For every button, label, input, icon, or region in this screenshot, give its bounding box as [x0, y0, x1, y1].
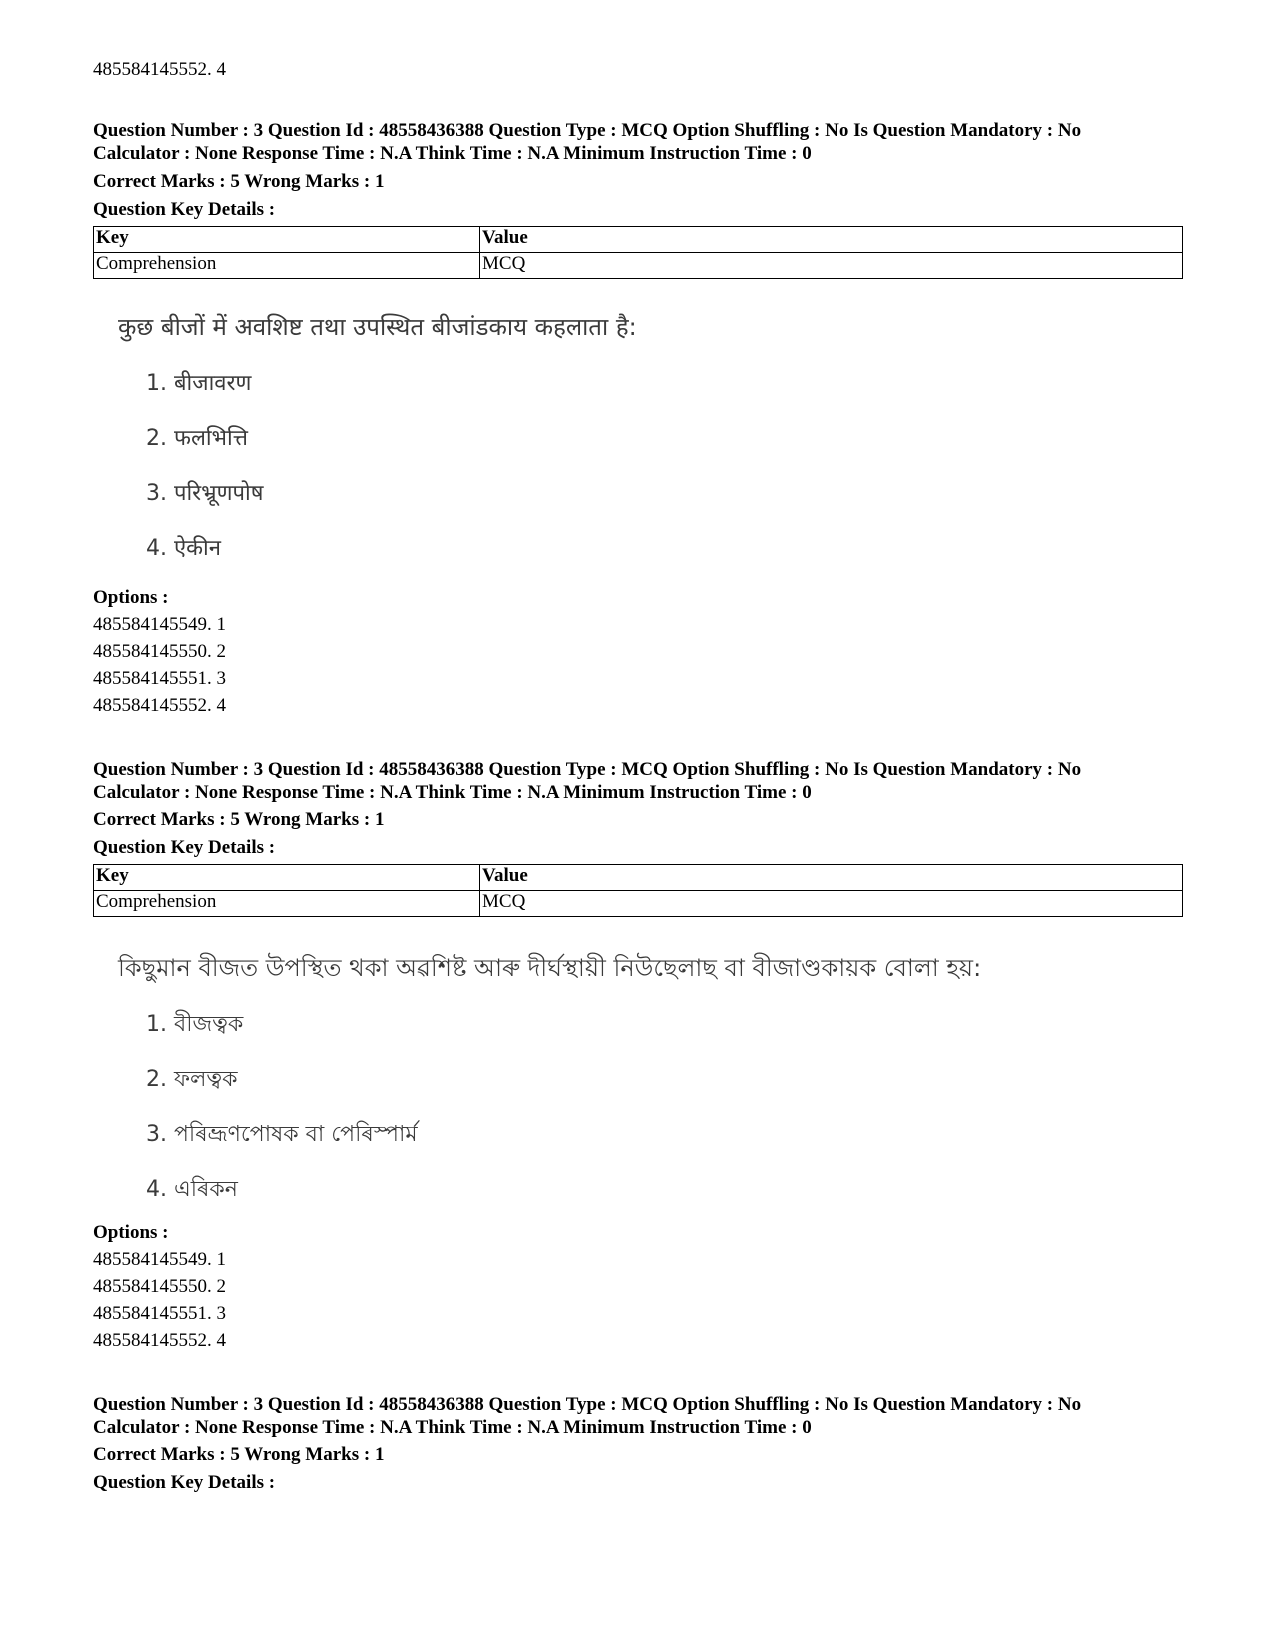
table-header-key: Key: [94, 865, 480, 891]
table-header-value: Value: [480, 227, 1183, 253]
marks-line: Correct Marks : 5 Wrong Marks : 1: [93, 171, 385, 192]
options-label: Options :: [93, 1222, 169, 1243]
table-row: [94, 891, 1183, 917]
question-meta-line1: Question Number : 3 Question Id : 48558436388 Question Type : MCQ Option Shuffling : No Is Question Mandatory : No: [93, 120, 1082, 141]
table-header-value: Value: [480, 865, 1183, 891]
choice-assamese-2: 2. ফলত্বক: [146, 1067, 238, 1092]
marks-line: Correct Marks : 5 Wrong Marks : 1: [93, 809, 385, 830]
question-key-table: [93, 226, 1183, 279]
option-line: 485584145551. 3: [93, 668, 226, 689]
choice-assamese-3: 3. পৰিভ্ৰূণপোষক বা পেৰিস্পাৰ্ম: [146, 1122, 418, 1147]
table-cell-value: MCQ: [480, 253, 1183, 279]
table-header-key: Key: [94, 227, 480, 253]
option-line: 485584145551. 3: [93, 1303, 226, 1324]
options-label: Options :: [93, 587, 169, 608]
key-details-label: Question Key Details :: [93, 1472, 276, 1493]
table-header-row: [94, 227, 1183, 253]
option-line: 485584145552. 4: [93, 59, 226, 80]
key-details-label: Question Key Details :: [93, 837, 276, 858]
option-line: 485584145550. 2: [93, 641, 226, 662]
choice-hindi-4: 4. ऐकीन: [146, 536, 221, 561]
marks-line: Correct Marks : 5 Wrong Marks : 1: [93, 1444, 385, 1465]
choice-hindi-3: 3. परिभ्रूणपोष: [146, 481, 264, 506]
option-line: 485584145552. 4: [93, 695, 226, 716]
question-meta-line2: Calculator : None Response Time : N.A Think Time : N.A Minimum Instruction Time : 0: [93, 1417, 812, 1438]
table-header-row: [94, 865, 1183, 891]
table-cell-value: MCQ: [480, 891, 1183, 917]
question-stem-hindi: कुछ बीजों में अवशिष्ट तथा उपस्थित बीजांडकाय कहलाता है:: [118, 313, 637, 341]
key-details-label: Question Key Details :: [93, 199, 276, 220]
question-meta-line2: Calculator : None Response Time : N.A Think Time : N.A Minimum Instruction Time : 0: [93, 782, 812, 803]
option-line: 485584145549. 1: [93, 614, 226, 635]
question-meta-line2: Calculator : None Response Time : N.A Think Time : N.A Minimum Instruction Time : 0: [93, 143, 812, 164]
option-line: 485584145549. 1: [93, 1249, 226, 1270]
choice-assamese-1: 1. বীজত্বক: [146, 1012, 244, 1037]
question-stem-assamese: কিছুমান বীজত উপস্থিত থকা অৱশিষ্ট আৰু দীৰ্ঘস্থায়ী নিউছেলাছ বা বীজাণ্ডকায়ক বোলা হয়:: [118, 954, 982, 982]
choice-hindi-1: 1. बीजावरण: [146, 371, 252, 396]
choice-assamese-4: 4. এৰিকন: [146, 1177, 238, 1202]
option-line: 485584145552. 4: [93, 1330, 226, 1351]
question-key-table: [93, 864, 1183, 917]
question-meta-line1: Question Number : 3 Question Id : 48558436388 Question Type : MCQ Option Shuffling : No Is Question Mandatory : No: [93, 759, 1082, 780]
table-row: [94, 253, 1183, 279]
table-cell-key: Comprehension: [94, 891, 480, 917]
question-meta-line1: Question Number : 3 Question Id : 48558436388 Question Type : MCQ Option Shuffling : No Is Question Mandatory : No: [93, 1394, 1082, 1415]
choice-hindi-2: 2. फलभित्ति: [146, 426, 248, 451]
option-line: 485584145550. 2: [93, 1276, 226, 1297]
table-cell-key: Comprehension: [94, 253, 480, 279]
